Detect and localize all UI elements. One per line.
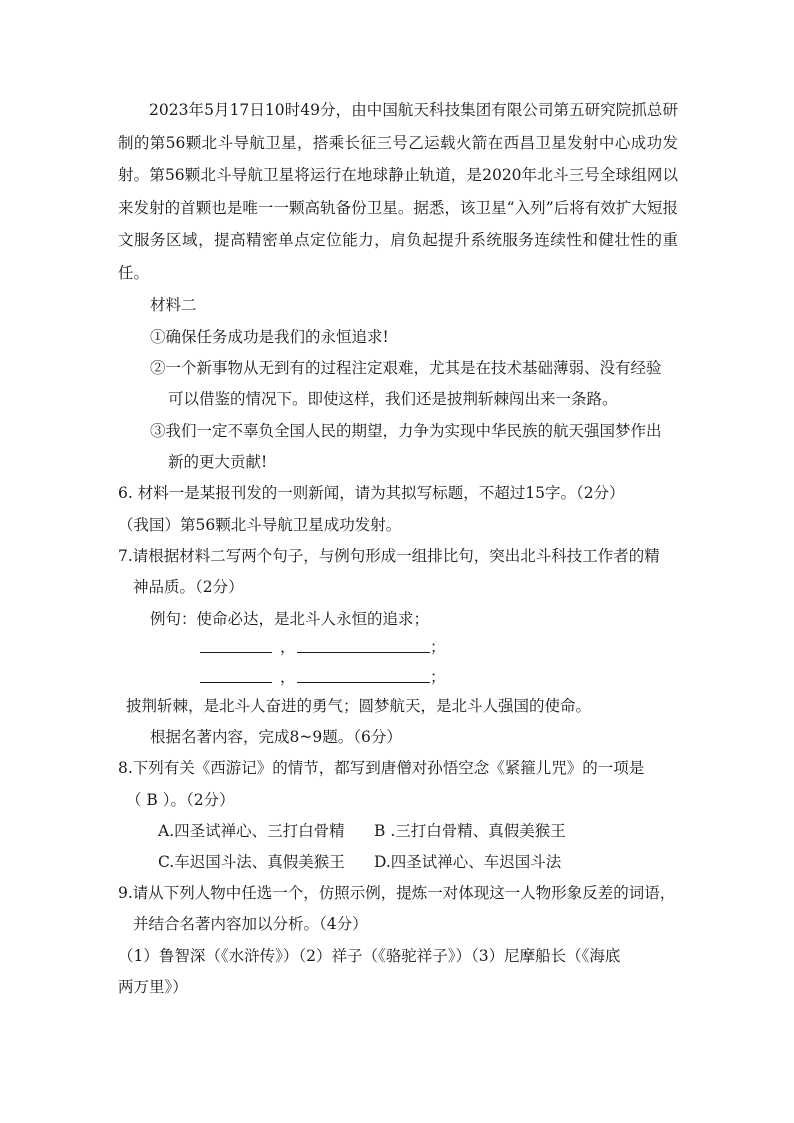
material1-paragraph: 2023年5月17日10时49分，由中国航天科技集团有限公司第五研究院抓总研制的第56颗北斗导航卫星，搭乘长征三号乙运载火箭在西昌卫星发射中心成功发射。第56颗北斗导航卫星将运行在地球静止轨道，是2020年北斗三号全球组网以来发射的首颗也是唯一一颗高轨备份卫星。据悉，该卫星“入列”后将有效扩大短报文服务区域，提高精密单点定位能力，肩负起提升系统服务连续性和健壮性的重任。 — [118, 101, 678, 282]
question-8-line1: 8.下列有关《西游记》的情节，都写到唐僧对孙悟空念《紧箍儿咒》的一项是 — [118, 759, 645, 777]
question-8-option-c: C.车迟国斗法、真假美猴王 — [158, 853, 345, 871]
answer-blank-1b — [297, 652, 430, 653]
section-intro: 根据名著内容，完成8~9题。（6分） — [150, 728, 402, 746]
question-9-line1: 9.请从下列人物中任选一个，仿照示例，提炼一对体现这一人物形象反差的词语， — [118, 884, 676, 902]
question-8-option-b: B .三打白骨精、真假美猴王 — [374, 822, 566, 840]
blank-semicolon-1: ； — [430, 638, 446, 656]
material2-item-2-line1: ②一个新事物从无到有的过程注定艰难，尤其是在技术基础薄弱、没有经验 — [150, 359, 662, 377]
question-7-line1: 7.请根据材料二写两个句子，与例句形成一组排比句，突出北斗科技工作者的精 — [118, 547, 660, 565]
blank-comma-2: ， — [280, 668, 296, 686]
question-7-line2: 神品质。（2分） — [133, 578, 244, 596]
material2-item-1: ①确保任务成功是我们的永恒追求! — [150, 328, 389, 346]
question-8-line2: （ B ）。（2分） — [126, 791, 235, 809]
question-8-option-d: D.四圣试禅心、车迟国斗法 — [374, 853, 562, 871]
material2-item-3-line2: 新的更大贡献! — [168, 453, 268, 471]
question-9-characters-line1: （1）鲁智深（《水浒传》）（2）祥子（《骆驼祥子》）（3）尼摩船长（《海底 — [118, 947, 621, 965]
material2-item-2-line2: 可以借鉴的情况下。即使这样，我们还是披荆斩棘闯出来一条路。 — [168, 390, 618, 408]
blank-comma-1: ， — [280, 638, 296, 656]
question-6-answer: （我国）第56颗北斗导航卫星成功发射。 — [118, 516, 402, 534]
question-9-characters-line2: 两万里》） — [118, 978, 188, 996]
material2-item-3-line1: ③我们一定不辜负全国人民的期望，力争为实现中华民族的航天强国梦作出 — [150, 422, 662, 440]
blank-semicolon-2: ； — [430, 668, 446, 686]
answer-blank-2b — [297, 682, 430, 683]
question-6: 6. 材料一是某报刊发的一则新闻，请为其拟写标题，不超过15字。（2分） — [118, 484, 625, 502]
question-7-answer: 披荆斩棘，是北斗人奋进的勇气；圆梦航天，是北斗人强国的使命。 — [126, 697, 592, 715]
material2-heading: 材料二 — [150, 296, 197, 314]
answer-blank-1a — [200, 652, 272, 653]
question-9-line2: 并结合名著内容加以分析。（4分） — [133, 915, 368, 933]
question-8-option-a: A.四圣试禅心、三打白骨精 — [158, 822, 345, 840]
question-7-example: 例句：使命必达，是北斗人永恒的追求； — [150, 610, 430, 628]
answer-blank-2a — [200, 682, 272, 683]
